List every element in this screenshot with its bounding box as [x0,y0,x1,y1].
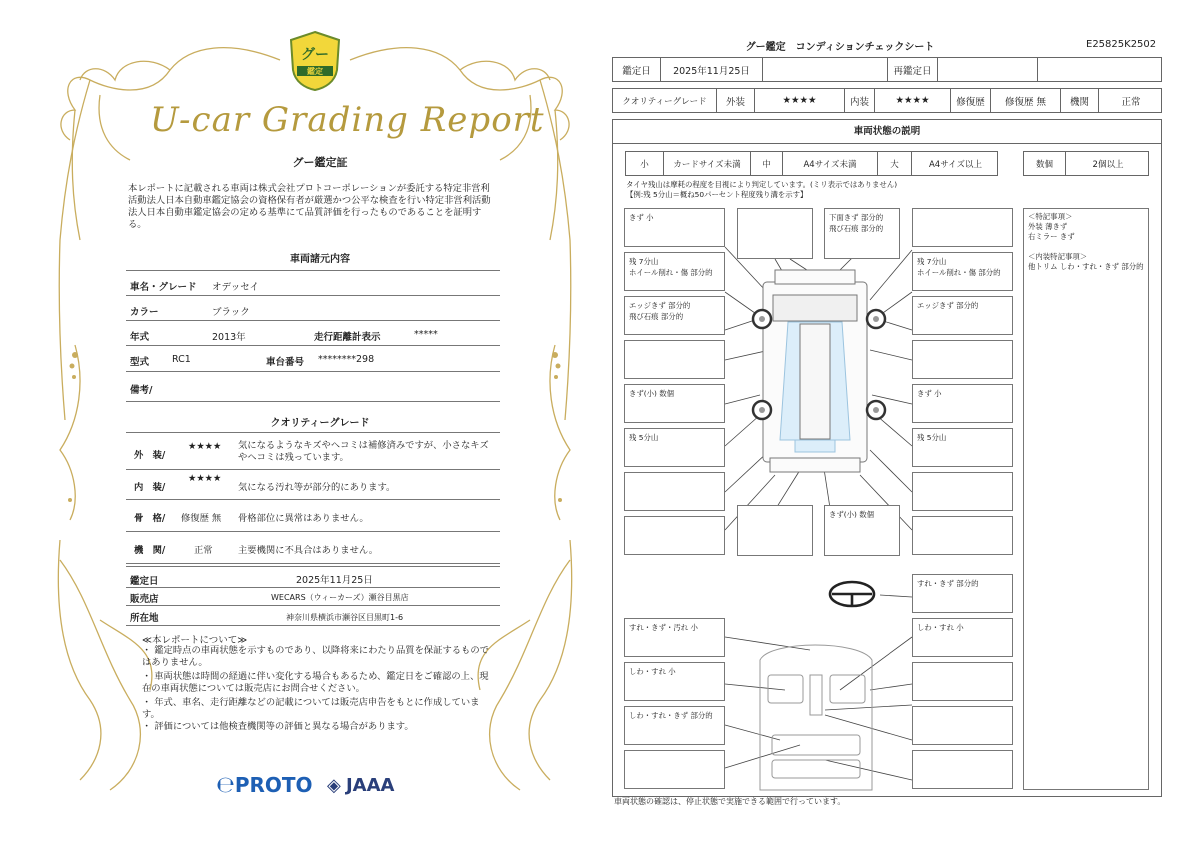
reinspect-label: 再鑑定日 [888,58,938,81]
repair-value: 修復歴 無 [991,89,1061,112]
note-item: ・ 評価については他検査機関等の評価と異なる場合があります。 [142,721,414,732]
condition-box-rear-door-right: きず 小 [912,384,1013,423]
certificate-text: 本レポートに記載される車両は株式会社プロトコーポレーションが委託する特定非営利活動法人日本自動車鑑定協会の資格保有者が厳選かつ公平な検査を行い特定非営利活動法人日本自動車鑑定協会の定める基準にて品質評価を行ったものであることを証明する。 [128,183,491,230]
info-row-address [126,606,500,626]
spec-chassis-value: ********298 [318,354,375,365]
grade-row-interior [126,470,500,500]
condition-check-sheet [600,0,1200,848]
grade-engine-comment: 主要機関に不具合はありません。 [238,545,379,556]
dealer-label: 販売店 [130,594,159,605]
spec-chassis-label: 車台番号 [266,357,305,368]
condition-box-front-underside: 下面きず 部分的 飛び石痕 部分的 [824,208,900,259]
spec-remarks-label: 備考/ [130,385,153,396]
condition-box-tire-front-left: 残 7分山 ホイール削れ・傷 部分的 [624,252,725,291]
quality-grade-label: クオリティーグレード [613,89,717,112]
grade-frame-comment: 骨格部位に異常はありません。 [238,513,369,524]
info-row-dealer [126,588,500,606]
info-row-date [126,566,500,588]
note-item: ・ 鑑定時点の車両状態を示すものであり、以降将来にわたり品質を保証するものではありません。 [142,645,489,668]
condition-box-fender-left: エッジきず 部分的 飛び石痕 部分的 [624,296,725,335]
grade-exterior-comment: 気になるようなキズやヘコミは補修済みですが、小さなキズやヘコミは残っています。 [238,440,489,463]
condition-box-quarter-left [624,472,725,511]
spec-title: 車両諸元内容 [290,254,350,265]
grade-row-frame [126,500,500,532]
condition-box-front-door-left [624,340,725,379]
date-label: 鑑定日 [613,58,661,81]
sheet-title: グー鑑定 コンディションチェックシート [745,42,935,53]
grade-exterior-stars: ★★★★ [188,441,222,452]
grade-title: クオリティーグレード [270,418,370,429]
condition-box-interior-front-right: しわ・すれ 小 [912,618,1013,657]
spec-model-label: 型式 [130,357,150,368]
certificate-title: グー鑑定証 [292,156,348,169]
grade-row-exterior [126,432,500,470]
condition-box-seat-right [912,662,1013,701]
condition-box-rear-bumper-left [737,505,813,556]
spec-row-color [126,296,500,321]
engine-value: 正常 [1121,96,1141,108]
proto-logo-text: PROTO [234,773,313,797]
address-value: 神奈川県横浜市瀬谷区目黒町1-6 [286,613,404,622]
spec-row-year [126,321,500,346]
exterior-label: 外装 [717,89,755,112]
note-item: ・ 車両状態は時間の経過に伴い変化する場合もあるため、鑑定日をご確認の上、現在の車両状態については販売店にお問合せください。 [142,671,489,694]
jaaa-logo-mark: ◈ [327,775,341,796]
grade-frame-label: 骨 格/ [134,513,166,524]
size-small-desc: カードサイズ未満 [664,152,751,175]
notes-title: ≪本レポートについて≫ [142,635,248,646]
grade-exterior-label: 外 装/ [134,450,166,461]
condition-box-cargo-right [912,750,1013,789]
size-medium-desc: A4サイズ未満 [783,152,878,175]
report-title: U-car Grading Report [150,100,545,140]
condition-box-tire-rear-left: 残 5分山 [624,428,725,467]
spec-model-value: RC1 [172,354,191,365]
condition-box-fender-right: エッジきず 部分的 [912,296,1013,335]
condition-box-cargo-left [624,750,725,789]
jaaa-logo [327,775,394,796]
spec-mileage-label: 走行距離計表示 [314,332,381,343]
condition-box-tire-front-right: 残 7分山 ホイール削れ・傷 部分的 [912,252,1013,291]
dealer-value: WECARS（ウィーカーズ）瀬谷目黒店 [271,593,409,602]
condition-box-interior-front-left: すれ・きず・汚れ 小 [624,618,725,657]
condition-box-rear-seat-right [912,706,1013,745]
condition-title: 車両状態の説明 [613,120,1161,144]
grade-frame-value: 修復歴 無 [181,513,222,524]
size-medium: 中 [751,152,783,175]
condition-box-tire-rear-right: 残 5分山 [912,428,1013,467]
svg-text:鑑定: 鑑定 [307,67,323,76]
tire-note: タイヤ残山は摩耗の程度を目視により判定しています。(ミリ表示ではありません) [626,180,898,189]
size-large: 大 [878,152,912,175]
condition-box-rear-bumper-right: きず(小) 数個 [824,505,900,556]
date-value: 2025年11月25日 [661,58,763,81]
proto-logo [216,773,313,798]
condition-box-seat-left: しわ・すれ 小 [624,662,725,701]
grade-engine-value: 正常 [194,545,213,556]
proto-logo-mark: ℮ [216,773,235,798]
condition-box-rear-seat-left: しわ・すれ・きず 部分的 [624,706,725,745]
count-desc: 2個以上 [1092,159,1124,170]
grade-row-engine [126,532,500,564]
spec-color-label: カラー [130,307,159,318]
interior-label: 内装 [845,89,875,112]
special-notes: ＜特記事項＞ 外装 薄きず 右ミラー きず ＜内装特記事項＞ 他トリム しわ・すれ・きず 部分的 [1023,208,1149,790]
spec-row-remarks [126,372,500,402]
exterior-value: ★★★★ [755,89,845,112]
spec-mileage-value: ***** [414,329,438,340]
spec-color-value: ブラック [212,307,250,318]
spec-year-label: 年式 [130,332,150,343]
inspection-date-label: 鑑定日 [130,576,159,587]
address-label: 所在地 [130,613,159,624]
condition-box-front-door-right [912,340,1013,379]
spec-year-value: 2013年 [212,332,246,343]
spec-row-name [126,270,500,296]
condition-box-rear-right [912,516,1013,555]
grade-interior-comment: 気になる汚れ等が部分的にあります。 [238,482,396,493]
footer-note: 車両状態の確認は、停止状態で実施できる範囲で行っています。 [614,797,846,806]
repair-label: 修復歴 [951,89,991,112]
spec-name-label: 車名・グレード [130,282,197,293]
condition-box-front-right [912,208,1013,247]
interior-value: ★★★★ [875,89,951,112]
condition-box-front-left: きず 小 [624,208,725,247]
goo-kantei-logo [287,30,343,92]
size-small: 小 [626,152,664,175]
note-item: ・ 年式、車名、走行距離などの記載については販売店申告をもとに作成しています。 [142,697,480,720]
condition-box-rear-left [624,516,725,555]
count-label: 数個 [1024,152,1066,175]
svg-text:グー: グー [301,47,329,63]
sheet-id: E25825K2502 [1086,39,1157,50]
grade-engine-label: 機 関/ [134,545,166,556]
condition-box-front-bumper-left [737,208,813,259]
spec-name-value: オデッセイ [212,282,260,293]
condition-box-quarter-right [912,472,1013,511]
size-large-desc: A4サイズ以上 [928,159,983,170]
engine-label: 機関 [1061,89,1099,112]
jaaa-logo-text: JAAA [345,775,395,796]
grade-interior-stars: ★★★★ [188,473,222,484]
grade-interior-label: 内 装/ [134,482,166,493]
condition-box-rear-door-left: きず(小) 数個 [624,384,725,423]
condition-box-steering: すれ・きず 部分的 [912,574,1013,613]
inspection-date-value: 2025年11月25日 [296,575,373,586]
spec-row-model [126,346,500,372]
steering-wheel-icon [830,582,874,606]
tire-example-note: 【例:残 5分山＝概ね50パーセント程度残り溝を示す】 [626,190,808,199]
